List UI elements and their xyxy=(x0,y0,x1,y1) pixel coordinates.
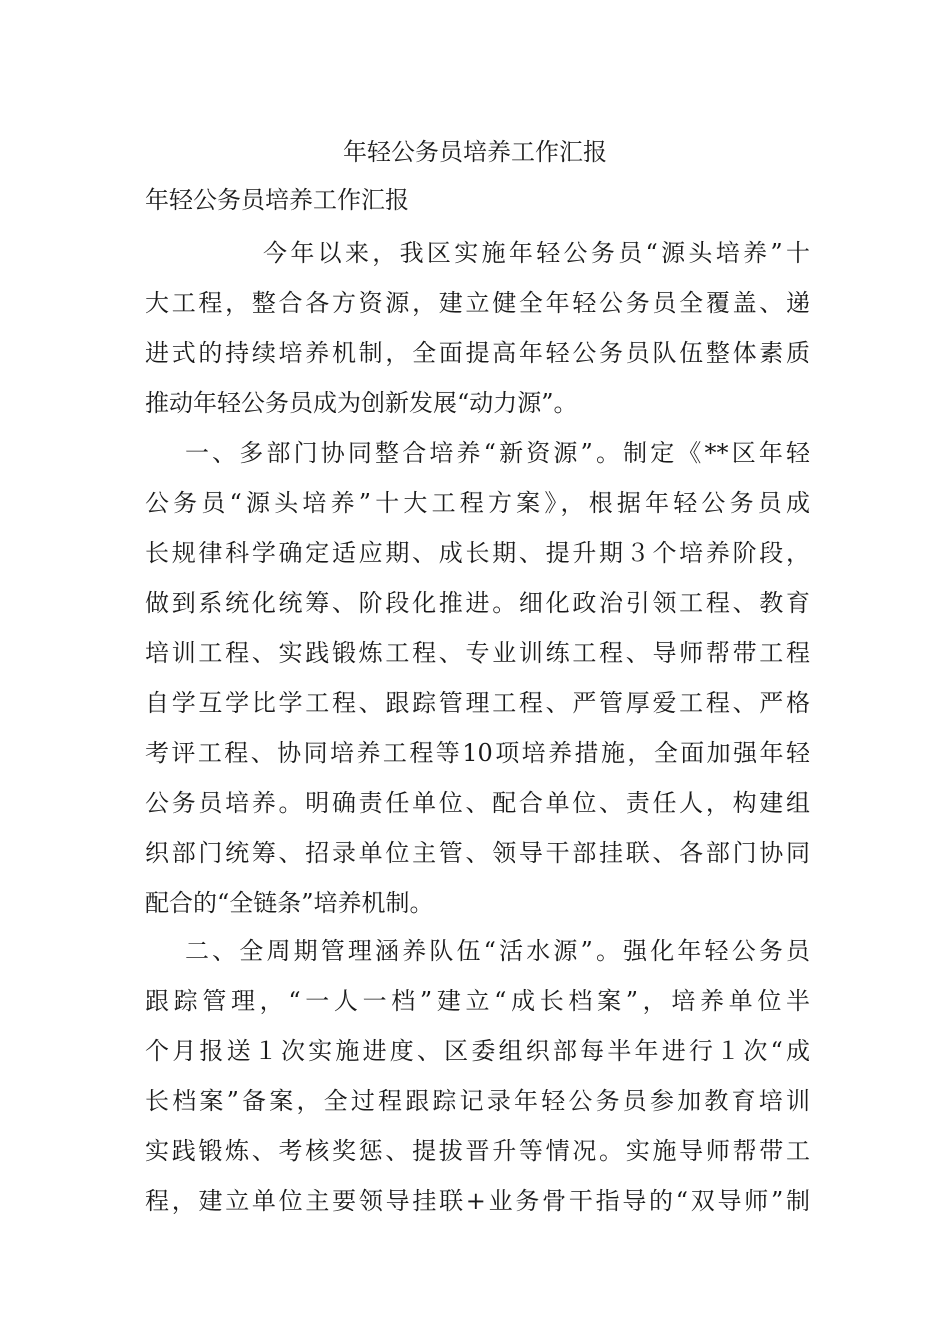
paragraph-line: 考评工程、协同培养工程等10项培养措施，全面加强年轻 xyxy=(145,739,810,767)
paragraph-line: 大工程，整合各方资源，建立健全年轻公务员全覆盖、递 xyxy=(145,289,810,317)
paragraph-line: 跟踪管理，“一人一档”建立“成长档案”，培养单位半 xyxy=(145,987,810,1015)
paragraph-line: 实践锻炼、考核奖惩、提拔晋升等情况。实施导师帮带工 xyxy=(145,1137,810,1165)
paragraph-line: 推动年轻公务员成为创新发展“动力源”。 xyxy=(145,389,578,417)
paragraph-line: 二、全周期管理涵养队伍“活水源”。强化年轻公务员 xyxy=(185,937,810,965)
document-title: 年轻公务员培养工作汇报 xyxy=(343,138,607,166)
paragraph-line: 一、多部门协同整合培养“新资源”。制定《**区年轻 xyxy=(185,439,810,467)
paragraph-1 xyxy=(145,228,810,428)
paragraph-line: 公务员“源头培养”十大工程方案》，根据年轻公务员成 xyxy=(145,489,810,517)
paragraph-line: 今年以来，我区实施年轻公务员“源头培养”十 xyxy=(263,239,810,267)
paragraph-line: 长规律科学确定适应期、成长期、提升期３个培养阶段， xyxy=(145,539,810,567)
paragraph-line: 程，建立单位主要领导挂联+业务骨干指导的“双导师”制 xyxy=(145,1187,810,1215)
paragraph-line: 培训工程、实践锻炼工程、专业训练工程、导师帮带工程 xyxy=(145,639,810,667)
paragraph-line: 进式的持续培养机制，全面提高年轻公务员队伍整体素质 xyxy=(145,339,810,367)
paragraph-line: 自学互学比学工程、跟踪管理工程、严管厚爱工程、严格 xyxy=(145,689,810,717)
document-subtitle: 年轻公务员培养工作汇报 xyxy=(145,186,409,214)
paragraph-2 xyxy=(145,428,810,928)
paragraph-line: 织部门统筹、招录单位主管、领导干部挂联、各部门协同 xyxy=(145,839,810,867)
paragraph-line: 个月报送１次实施进度、区委组织部每半年进行１次“成 xyxy=(145,1037,810,1065)
paragraph-3 xyxy=(145,926,810,1226)
paragraph-line: 配合的“全链条”培养机制。 xyxy=(145,889,434,917)
paragraph-line: 长档案”备案，全过程跟踪记录年轻公务员参加教育培训 xyxy=(145,1087,810,1115)
paragraph-line: 公务员培养。明确责任单位、配合单位、责任人，构建组 xyxy=(145,789,810,817)
paragraph-line: 做到系统化统筹、阶段化推进。细化政治引领工程、教育 xyxy=(145,589,810,617)
